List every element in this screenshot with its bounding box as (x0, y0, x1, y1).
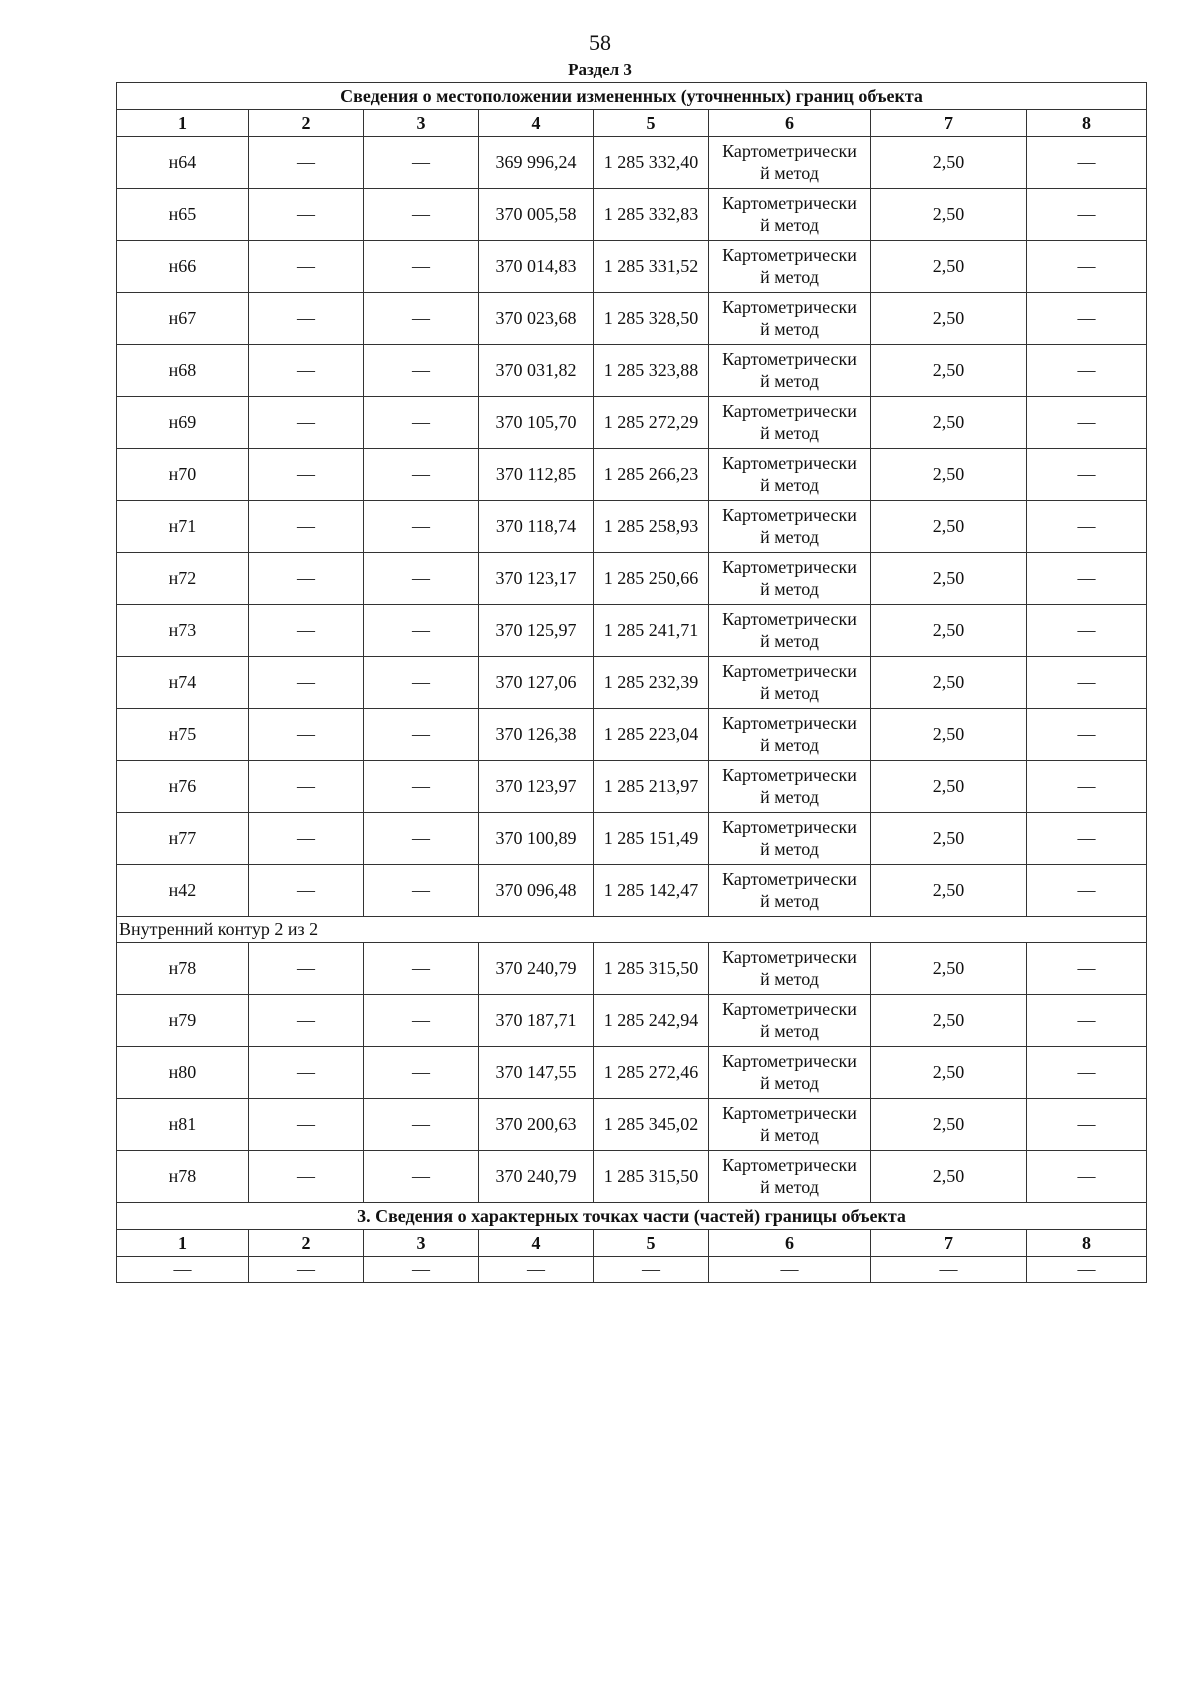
table-row (117, 943, 1147, 995)
column-2-cell: — (249, 501, 364, 553)
x-coordinate-cell: 370 014,83 (479, 241, 594, 293)
column-2-cell: — (249, 189, 364, 241)
x-coordinate-cell: 369 996,24 (479, 137, 594, 189)
column-3-cell: — (364, 1099, 479, 1151)
point-cell: н70 (117, 449, 249, 501)
point-cell: н64 (117, 137, 249, 189)
part-cell: — (1027, 1257, 1147, 1283)
column-number: 1 (117, 1230, 249, 1257)
column-2-cell: — (249, 865, 364, 917)
method-line-1: Картометрически (722, 660, 857, 681)
x-coordinate-cell: 370 123,97 (479, 761, 594, 813)
x-coordinate-cell: 370 147,55 (479, 1047, 594, 1099)
column-8-cell: — (1027, 241, 1147, 293)
method-line-2: й метод (760, 968, 819, 989)
column-2-cell: — (249, 1151, 364, 1203)
boundary-points-table (116, 82, 1147, 1283)
table-row (117, 1151, 1147, 1203)
y-coordinate-cell: 1 285 241,71 (594, 605, 709, 657)
method-cell (709, 241, 871, 293)
table-row (117, 605, 1147, 657)
column-8-cell: — (1027, 865, 1147, 917)
method-cell (709, 1047, 871, 1099)
method-line-1: Картометрически (722, 816, 857, 837)
method-line-2: й метод (760, 786, 819, 807)
method-cell (709, 449, 871, 501)
point-cell: н75 (117, 709, 249, 761)
point-cell: н73 (117, 605, 249, 657)
column-number: 8 (1027, 1230, 1147, 1257)
column-2-cell: — (249, 943, 364, 995)
x-coordinate-cell: 370 200,63 (479, 1099, 594, 1151)
method-line-2: й метод (760, 578, 819, 599)
method-line-2: й метод (760, 422, 819, 443)
table-row (117, 1099, 1147, 1151)
page-number: 58 (589, 30, 611, 55)
accuracy-cell: 2,50 (871, 501, 1027, 553)
method-cell (709, 397, 871, 449)
column-number: 3 (364, 110, 479, 137)
point-cell: н65 (117, 189, 249, 241)
column-3-cell: — (364, 761, 479, 813)
point-cell: н77 (117, 813, 249, 865)
y-coordinate-cell: 1 285 258,93 (594, 501, 709, 553)
method-line-2: й метод (760, 1176, 819, 1197)
point-cell: н71 (117, 501, 249, 553)
method-line-1: Картометрически (722, 140, 857, 161)
point-cell: н68 (117, 345, 249, 397)
y-coordinate-cell: 1 285 266,23 (594, 449, 709, 501)
column-2-cell: — (249, 553, 364, 605)
x-coordinate-cell: 370 105,70 (479, 397, 594, 449)
y-coordinate-cell: 1 285 151,49 (594, 813, 709, 865)
point-cell: н42 (117, 865, 249, 917)
table-row (117, 137, 1147, 189)
part-cell: — (117, 1257, 249, 1283)
column-8-cell: — (1027, 657, 1147, 709)
column-number: 5 (594, 1230, 709, 1257)
column-3-cell: — (364, 657, 479, 709)
column-number: 6 (709, 110, 871, 137)
column-3-cell: — (364, 553, 479, 605)
accuracy-cell: 2,50 (871, 449, 1027, 501)
column-8-cell: — (1027, 501, 1147, 553)
column-3-cell: — (364, 293, 479, 345)
column-8-cell: — (1027, 397, 1147, 449)
method-line-2: й метод (760, 1124, 819, 1145)
method-line-2: й метод (760, 630, 819, 651)
y-coordinate-cell: 1 285 332,83 (594, 189, 709, 241)
accuracy-cell: 2,50 (871, 1047, 1027, 1099)
accuracy-cell: 2,50 (871, 1151, 1027, 1203)
part-cell: — (709, 1257, 871, 1283)
point-cell: н76 (117, 761, 249, 813)
table-row (117, 995, 1147, 1047)
x-coordinate-cell: 370 031,82 (479, 345, 594, 397)
y-coordinate-cell: 1 285 232,39 (594, 657, 709, 709)
x-coordinate-cell: 370 187,71 (479, 995, 594, 1047)
y-coordinate-cell: 1 285 142,47 (594, 865, 709, 917)
method-cell (709, 657, 871, 709)
column-2-cell: — (249, 1099, 364, 1151)
method-line-1: Картометрически (722, 946, 857, 967)
x-coordinate-cell: 370 023,68 (479, 293, 594, 345)
column-number: 4 (479, 1230, 594, 1257)
column-3-cell: — (364, 605, 479, 657)
column-3-cell: — (364, 345, 479, 397)
method-line-1: Картометрически (722, 192, 857, 213)
accuracy-cell: 2,50 (871, 345, 1027, 397)
x-coordinate-cell: 370 005,58 (479, 189, 594, 241)
accuracy-cell: 2,50 (871, 605, 1027, 657)
method-cell (709, 345, 871, 397)
y-coordinate-cell: 1 285 250,66 (594, 553, 709, 605)
accuracy-cell: 2,50 (871, 137, 1027, 189)
column-2-cell: — (249, 761, 364, 813)
method-cell (709, 553, 871, 605)
column-number: 4 (479, 110, 594, 137)
column-8-cell: — (1027, 813, 1147, 865)
part-caption-row (117, 1203, 1147, 1230)
column-8-cell: — (1027, 1047, 1147, 1099)
column-8-cell: — (1027, 709, 1147, 761)
column-3-cell: — (364, 1047, 479, 1099)
x-coordinate-cell: 370 126,38 (479, 709, 594, 761)
table-row (117, 813, 1147, 865)
column-number: 3 (364, 1230, 479, 1257)
method-cell (709, 137, 871, 189)
method-line-1: Картометрически (722, 244, 857, 265)
method-line-1: Картометрически (722, 296, 857, 317)
column-8-cell: — (1027, 943, 1147, 995)
column-3-cell: — (364, 995, 479, 1047)
method-line-2: й метод (760, 526, 819, 547)
method-line-1: Картометрически (722, 1102, 857, 1123)
y-coordinate-cell: 1 285 213,97 (594, 761, 709, 813)
method-line-1: Картометрически (722, 868, 857, 889)
column-number: 1 (117, 110, 249, 137)
y-coordinate-cell: 1 285 315,50 (594, 943, 709, 995)
method-line-2: й метод (760, 214, 819, 235)
accuracy-cell: 2,50 (871, 943, 1027, 995)
column-3-cell: — (364, 241, 479, 293)
column-number: 2 (249, 110, 364, 137)
method-line-1: Картометрически (722, 1154, 857, 1175)
accuracy-cell: 2,50 (871, 397, 1027, 449)
column-number: 7 (871, 1230, 1027, 1257)
method-line-2: й метод (760, 1020, 819, 1041)
table-row (117, 657, 1147, 709)
column-2-cell: — (249, 813, 364, 865)
column-8-cell: — (1027, 345, 1147, 397)
point-cell: н79 (117, 995, 249, 1047)
column-2-cell: — (249, 293, 364, 345)
y-coordinate-cell: 1 285 345,02 (594, 1099, 709, 1151)
x-coordinate-cell: 370 118,74 (479, 501, 594, 553)
x-coordinate-cell: 370 127,06 (479, 657, 594, 709)
column-2-cell: — (249, 241, 364, 293)
method-line-1: Картометрически (722, 504, 857, 525)
column-3-cell: — (364, 943, 479, 995)
method-cell (709, 1099, 871, 1151)
column-number: 7 (871, 110, 1027, 137)
method-cell (709, 761, 871, 813)
method-line-1: Картометрически (722, 400, 857, 421)
table-caption-row (117, 83, 1147, 110)
method-line-2: й метод (760, 370, 819, 391)
table-row (117, 345, 1147, 397)
y-coordinate-cell: 1 285 223,04 (594, 709, 709, 761)
column-8-cell: — (1027, 1151, 1147, 1203)
method-cell (709, 1151, 871, 1203)
contour-label-row (117, 917, 1147, 943)
method-cell (709, 293, 871, 345)
y-coordinate-cell: 1 285 323,88 (594, 345, 709, 397)
method-line-2: й метод (760, 890, 819, 911)
accuracy-cell: 2,50 (871, 709, 1027, 761)
accuracy-cell: 2,50 (871, 293, 1027, 345)
table-row (117, 501, 1147, 553)
column-number: 6 (709, 1230, 871, 1257)
method-line-2: й метод (760, 734, 819, 755)
method-line-1: Картометрически (722, 998, 857, 1019)
method-cell (709, 605, 871, 657)
column-8-cell: — (1027, 553, 1147, 605)
x-coordinate-cell: 370 240,79 (479, 943, 594, 995)
table-row (117, 241, 1147, 293)
part-cell: — (479, 1257, 594, 1283)
column-number: 2 (249, 1230, 364, 1257)
column-2-cell: — (249, 605, 364, 657)
column-8-cell: — (1027, 293, 1147, 345)
table-row (117, 189, 1147, 241)
column-2-cell: — (249, 657, 364, 709)
method-line-2: й метод (760, 474, 819, 495)
accuracy-cell: 2,50 (871, 995, 1027, 1047)
y-coordinate-cell: 1 285 315,50 (594, 1151, 709, 1203)
x-coordinate-cell: 370 240,79 (479, 1151, 594, 1203)
method-cell (709, 865, 871, 917)
accuracy-cell: 2,50 (871, 813, 1027, 865)
y-coordinate-cell: 1 285 272,29 (594, 397, 709, 449)
method-cell (709, 709, 871, 761)
method-line-2: й метод (760, 1072, 819, 1093)
column-3-cell: — (364, 865, 479, 917)
column-2-cell: — (249, 995, 364, 1047)
method-cell (709, 813, 871, 865)
table-row (117, 293, 1147, 345)
x-coordinate-cell: 370 123,17 (479, 553, 594, 605)
section-title: Раздел 3 (568, 60, 632, 79)
method-line-1: Картометрически (722, 764, 857, 785)
column-3-cell: — (364, 397, 479, 449)
y-coordinate-cell: 1 285 332,40 (594, 137, 709, 189)
method-line-2: й метод (760, 162, 819, 183)
column-2-cell: — (249, 345, 364, 397)
part-caption: 3. Сведения о характерных точках части (частей) границы объекта (117, 1203, 1147, 1230)
point-cell: н80 (117, 1047, 249, 1099)
y-coordinate-cell: 1 285 331,52 (594, 241, 709, 293)
point-cell: н74 (117, 657, 249, 709)
x-coordinate-cell: 370 125,97 (479, 605, 594, 657)
column-8-cell: — (1027, 605, 1147, 657)
column-3-cell: — (364, 813, 479, 865)
column-number: 8 (1027, 110, 1147, 137)
method-line-1: Картометрически (722, 556, 857, 577)
accuracy-cell: 2,50 (871, 241, 1027, 293)
y-coordinate-cell: 1 285 272,46 (594, 1047, 709, 1099)
x-coordinate-cell: 370 096,48 (479, 865, 594, 917)
column-3-cell: — (364, 449, 479, 501)
point-cell: н78 (117, 943, 249, 995)
column-2-cell: — (249, 449, 364, 501)
method-line-1: Картометрически (722, 348, 857, 369)
part-cell: — (871, 1257, 1027, 1283)
method-line-1: Картометрически (722, 452, 857, 473)
point-cell: н78 (117, 1151, 249, 1203)
x-coordinate-cell: 370 100,89 (479, 813, 594, 865)
accuracy-cell: 2,50 (871, 865, 1027, 917)
method-cell (709, 189, 871, 241)
column-2-cell: — (249, 709, 364, 761)
table-row (117, 449, 1147, 501)
method-line-1: Картометрически (722, 1050, 857, 1071)
column-number-row (117, 110, 1147, 137)
table-row (117, 553, 1147, 605)
method-cell (709, 501, 871, 553)
method-line-2: й метод (760, 318, 819, 339)
method-line-1: Картометрически (722, 608, 857, 629)
y-coordinate-cell: 1 285 328,50 (594, 293, 709, 345)
y-coordinate-cell: 1 285 242,94 (594, 995, 709, 1047)
column-8-cell: — (1027, 189, 1147, 241)
point-cell: н81 (117, 1099, 249, 1151)
column-number: 5 (594, 110, 709, 137)
table-row (117, 397, 1147, 449)
column-3-cell: — (364, 137, 479, 189)
column-8-cell: — (1027, 137, 1147, 189)
point-cell: н69 (117, 397, 249, 449)
method-cell (709, 995, 871, 1047)
table-row (117, 709, 1147, 761)
method-line-2: й метод (760, 266, 819, 287)
x-coordinate-cell: 370 112,85 (479, 449, 594, 501)
column-3-cell: — (364, 189, 479, 241)
column-8-cell: — (1027, 761, 1147, 813)
method-line-2: й метод (760, 682, 819, 703)
accuracy-cell: 2,50 (871, 657, 1027, 709)
column-3-cell: — (364, 1151, 479, 1203)
accuracy-cell: 2,50 (871, 1099, 1027, 1151)
table-row (117, 1047, 1147, 1099)
column-8-cell: — (1027, 1099, 1147, 1151)
column-2-cell: — (249, 1047, 364, 1099)
column-8-cell: — (1027, 995, 1147, 1047)
method-line-2: й метод (760, 838, 819, 859)
part-data-row (117, 1257, 1147, 1283)
column-3-cell: — (364, 501, 479, 553)
contour-label: Внутренний контур 2 из 2 (117, 917, 1147, 943)
column-2-cell: — (249, 137, 364, 189)
point-cell: н72 (117, 553, 249, 605)
part-cell: — (249, 1257, 364, 1283)
column-2-cell: — (249, 397, 364, 449)
part-cell: — (364, 1257, 479, 1283)
table-caption: Сведения о местоположении измененных (уточненных) границ объекта (117, 83, 1147, 110)
table-row (117, 865, 1147, 917)
table-row (117, 761, 1147, 813)
point-cell: н66 (117, 241, 249, 293)
method-line-1: Картометрически (722, 712, 857, 733)
column-3-cell: — (364, 709, 479, 761)
accuracy-cell: 2,50 (871, 553, 1027, 605)
part-cell: — (594, 1257, 709, 1283)
accuracy-cell: 2,50 (871, 189, 1027, 241)
method-cell (709, 943, 871, 995)
part-column-number-row (117, 1230, 1147, 1257)
accuracy-cell: 2,50 (871, 761, 1027, 813)
point-cell: н67 (117, 293, 249, 345)
column-8-cell: — (1027, 449, 1147, 501)
